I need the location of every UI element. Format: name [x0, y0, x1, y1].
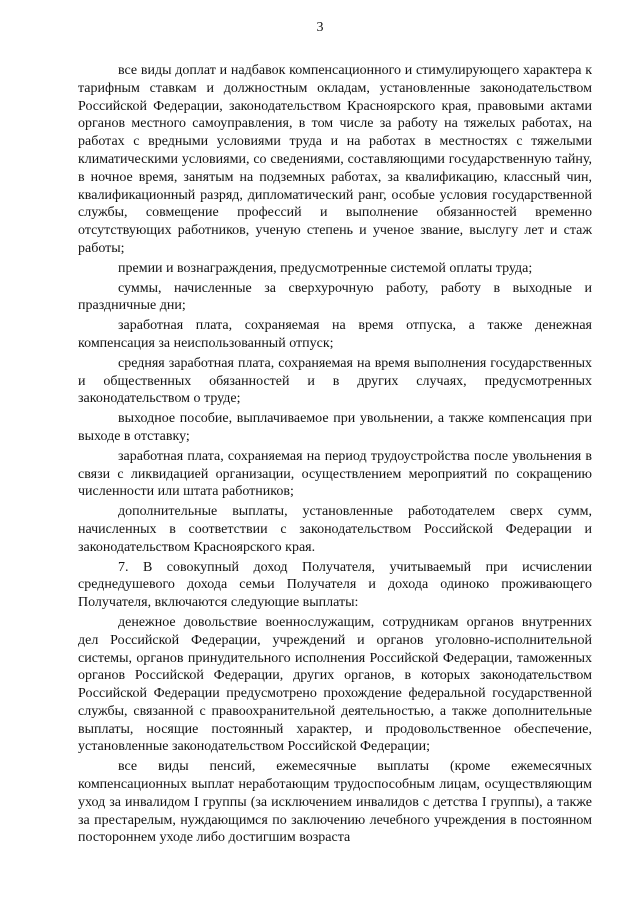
paragraph: заработная плата, сохраняемая на время отпуска, а также денежная компенсация за неиспользованный отпуск; — [78, 318, 592, 351]
paragraph: заработная плата, сохраняемая на период трудоустройства после увольнения в связи с ликвидацией организации, осуществлением мероприятий по сокращению численности или штата работников; — [78, 448, 592, 500]
paragraph: суммы, начисленные за сверхурочную работу, работу в выходные и праздничные дни; — [78, 280, 592, 314]
paragraph: выходное пособие, выплачиваемое при увольнении, а также компенсация при выходе в отставку; — [78, 411, 592, 444]
document-body — [78, 62, 592, 849]
page-number: 3 — [316, 20, 324, 35]
paragraph: средняя заработная плата, сохраняемая на время выполнения государственных и общественных обязанностей и в других случаях, предусмотренных законодательством о труде; — [78, 355, 592, 407]
paragraph: премии и вознаграждения, предусмотренные системой оплаты труда; — [118, 260, 533, 276]
paragraph: дополнительные выплаты, установленные работодателем сверх сумм, начисленных в соответствии с законодательством Российской Федерации и законодательством Красноярского края. — [78, 504, 592, 555]
paragraph: все виды доплат и надбавок компенсационного и стимулирующего характера к тарифным ставкам и должностным окладам, установленные законодательством Российской Федерации, законодательством Красноярского края, правовыми актами органов местного самоуправления, в том числе за работу на тяжелых работах, на работах с вредными условиями труда и на работах в местностях с тяжелыми климатическими условиями, со сведениями, составляющими государственную тайну, в ночное время, занятым на подземных работах, за квалификацию, классный чин, квалификационный разряд, дипломатический ранг, особые условия государственной службы, совмещение профессий и выполнение обязанностей временно отсутствующих работников, ученую степень и ученое звание, выслугу лет и стаж работы; — [78, 63, 592, 256]
paragraph: все виды пенсий, ежемесячные выплаты (кроме ежемесячных компенсационных выплат неработающим трудоспособным лицам, осуществляющим уход за инвалидом I группы (за исключением инвалидов с детства I группы), а также за престарелым, нуждающимся по заключению лечебного учреждения в постоянном постороннем уходе либо достигшим возраста — [78, 759, 592, 846]
paragraph-section-7: 7. В совокупный доход Получателя, учитываемый при исчислении среднедушевого дохода семьи Получателя и дохода одиноко проживающего Получателя, включаются следующие выплаты: — [78, 559, 592, 611]
paragraph: денежное довольствие военнослужащим, сотрудникам органов внутренних дел Российской Федерации, учреждений и органов уголовно-исполнительной системы, органов принудительного исполнения Российской Федерации, таможенных органов Российской Федерации, других органов, в которых законодательством Российской Федерации предусмотрено прохождение федеральной государственной службы, связанной с правоохранительной деятельностью, а также дополнительные выплаты, носящие постоянный характер, и продовольственное обеспечение, установленные законодательством Российской Федерации; — [78, 614, 592, 755]
